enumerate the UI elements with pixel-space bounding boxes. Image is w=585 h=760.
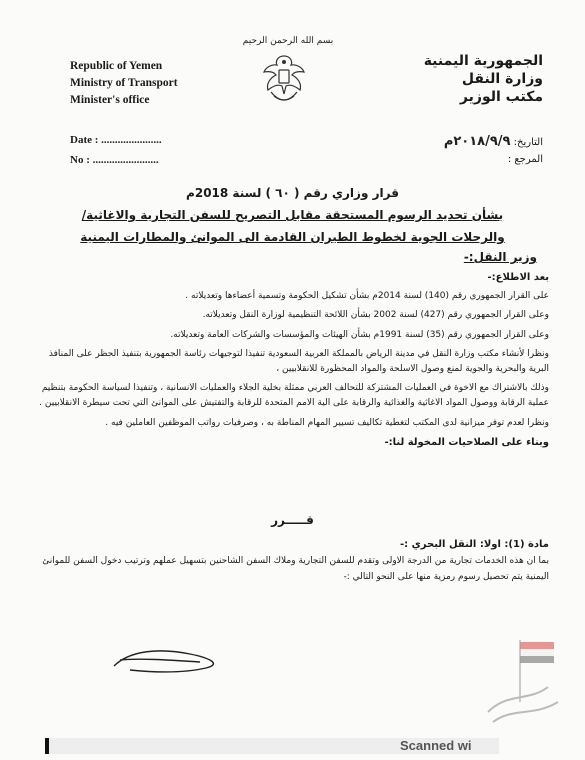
decree-subject-line1: بشأن تحديد الرسوم المستحقة مقابل التصريح للسفن التجارية والاغاثية/ [81,208,504,222]
preamble-paragraph: وعلى القرار الجمهوري رقم (35) لسنة 1991م بشأن الهيئات والمؤسسات والشركات العامة وتعديلاته. [170,329,549,340]
english-letterhead [70,58,178,109]
letterhead-office: Minister's office [70,94,150,106]
scanner-watermark-text: Scanned wi [400,738,472,753]
date-label-ar: التاريخ: [513,137,543,148]
preamble-paragraph: على القرار الجمهوري رقم (140) لسنة 2014م بشأن تشكيل الحكومة وتسمية أعضاءها وتعديلاته . [185,291,549,302]
preamble-section [30,270,549,454]
date-value-ar: ٢٠١٨/٩/٩م [443,134,511,149]
preamble-paragraph: ونظرا لأنشاء مكتب وزارة النقل في مدينة الرياض بالمملكة العربية السعودية تنفيذا لتوجيهات رئاسة الجمهورية بتنفيذ الحظر على المنافذ البرية والبحرية والجوية لمنع وصول الاسلحة والمواد المحظورة للانقلابيين ، [48,348,549,375]
date-field-ar [444,133,543,151]
article-section [30,537,549,585]
letterhead-ministry-ar: وزارة النقل [461,71,543,87]
article-text: بما ان هذه الخدمات تجارية من الدرجة الاولى وتقدم للسفن التجارية وملاك السفن الشاحنين بتسهيل عملهم وترتيب دخول السفن للموانئ اليمنية يتم تحصيل رسوم رمزية منها على النحو التالي :- [42,556,549,582]
english-meta [70,130,162,170]
decree-number-title: قرار وزاري رقم ( ٦٠ ) لسنة 2018م [186,186,399,200]
yemen-eagle-emblem-icon [244,34,324,114]
reference-field-ar: المرجع : [507,154,543,165]
yemen-flag-watermark-icon [478,632,568,732]
decree-heading: قـــــرر [271,513,314,527]
decree-subject-line2: والرحلات الجوية لخطوط الطيران القادمة الى الموانئ والمطارات اليمنية [80,230,505,244]
preamble-header: بعد الاطلاع:- [487,272,549,283]
arabic-letterhead [424,52,543,106]
letterhead-ministry: Ministry of Transport [70,77,178,89]
date-field-en: Date : ...................... [70,134,162,146]
letterhead-country: Republic of Yemen [70,60,163,72]
minister-heading: وزير النقل:- [463,250,537,264]
letterhead-office-ar: مكتب الوزير [459,89,543,105]
decree-title-block [40,182,545,248]
preamble-paragraph: ونظرا لعدم توفر ميزانية لدى المكتب لتغطية تكاليف تسيير المهام المناطة به ، وصرفيات رواتب الموظفين العاملين فيه . [105,417,549,428]
preamble-paragraph: وعلى القرار الجمهوري رقم (427) لسنة 2002 بشأن اللائحة التنظيمية لوزارة النقل وتعديلاته. [202,310,549,321]
minister-signature [110,640,230,680]
preamble-paragraph: وذلك بالاشتراك مع الاخوة في العمليات المشتركة للتحالف العربي ممثلة بخلية الجلاء والعمليات الانسانية ، وتنفيذا لسياسة الحكومة بتنظيم عملية الرقابة ووصول المواد الاغاثية والغذائية والرقابة على الية الامم المتحدة للرقابة والتفتيش على الموانئ التي تحت سيطرة الانقلابيين . [39,383,549,409]
preamble-authority: وبناء على الصلاحيات المخولة لنا:- [384,436,549,448]
article-header: مادة (1): اولا: النقل البحري :- [400,539,549,550]
number-field-en: No : ........................ [70,154,159,166]
basmala-text: بسم الله الرحمن الرحيم [242,36,334,46]
arabic-meta [444,133,543,168]
letterhead-country-ar: الجمهورية اليمنية [423,53,543,69]
